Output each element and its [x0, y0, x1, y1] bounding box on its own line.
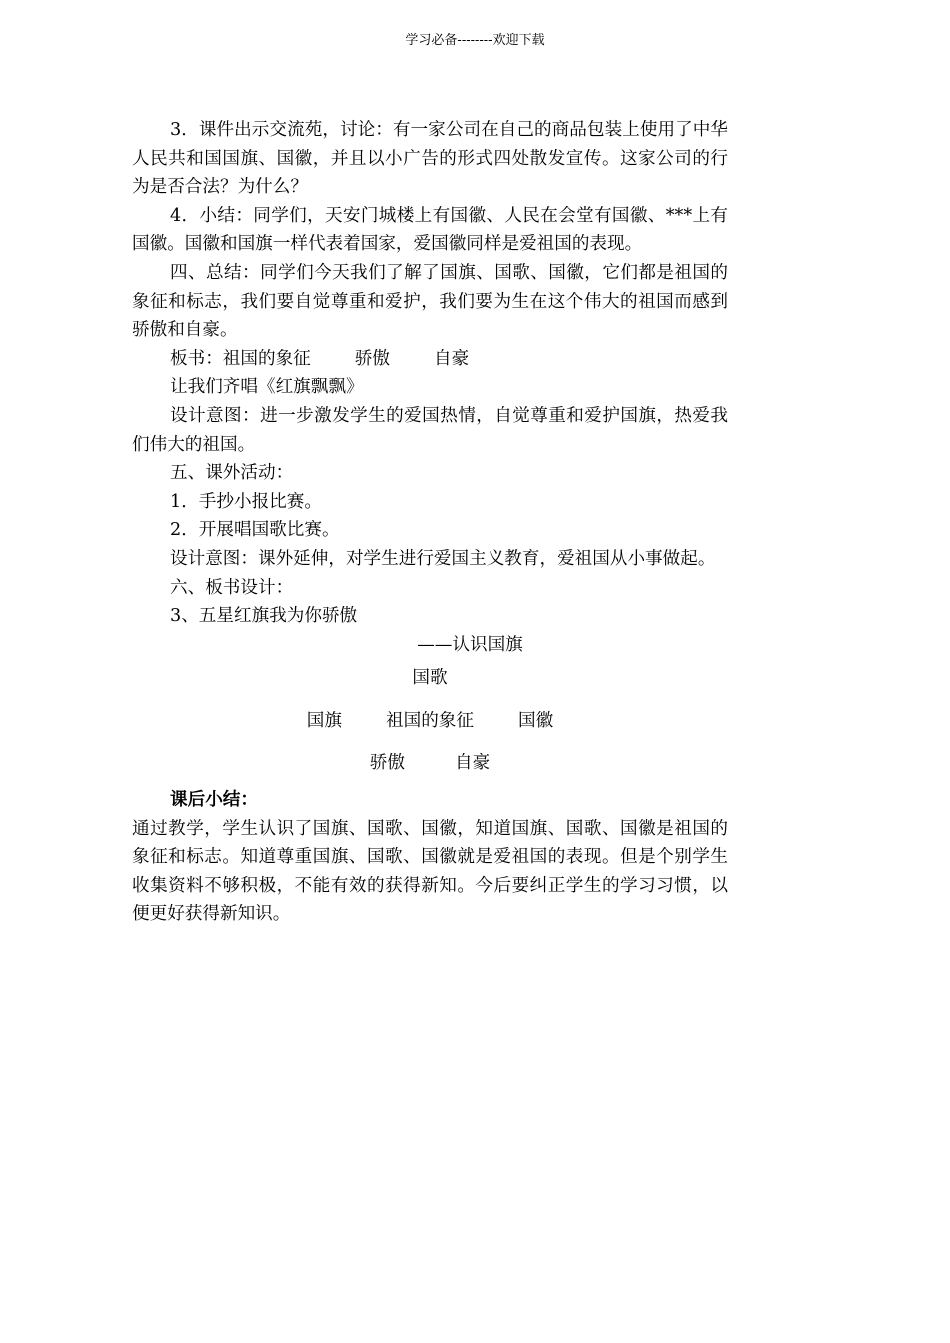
paragraph-sing: 让我们齐唱《红旗飘飘》 — [170, 377, 364, 398]
header-right-text: 欢迎下载 — [492, 33, 545, 48]
summary-body: 通过教学，学生认识了国旗、国歌、国徽，知道国旗、国歌、国徽是祖国的象征和标志。知道尊重国旗、国歌、国徽就是爱祖国的表现。但是个别学生收集资料不够积极，不能有效的获得新知。今后要纠正学生的学习习惯，以便更好获得新知识。 — [132, 818, 728, 925]
paragraph-summary-emblem: 4．小结：同学们，天安门城楼上有国徽、人民在会堂有国徽、***上有国徽。国徽和国旗一样代表着国家，爱国徽同样是爱祖国的表现。 — [132, 205, 728, 255]
paragraph-activity-1: 1．手抄小报比赛。 — [170, 491, 322, 512]
paragraph-board-design-heading: 六、板书设计： — [170, 577, 294, 598]
board-proud: 自豪 — [455, 753, 491, 774]
board-symbol: 祖国的象征 — [386, 710, 474, 731]
blackboard-symbol: 板书：祖国的象征 — [170, 348, 311, 369]
board-row-feelings — [132, 749, 728, 778]
board-subtitle: ——认识国旗 — [417, 634, 523, 655]
paragraph-discussion: 3．课件出示交流苑，讨论：有一家公司在自己的商品包装上使用了中华人民共和国国旗、国徽，并且以小广告的形式四处散发宣传。这家公司的行为是否合法？为什么？ — [132, 120, 728, 198]
summary-title: 课后小结： — [170, 789, 258, 811]
header-left-text: 学习必备 — [405, 33, 458, 48]
paragraph-lesson-title: 3、五星红旗我为你骄傲 — [170, 606, 358, 627]
board-flag: 国旗 — [306, 710, 342, 731]
paragraph-activities-heading: 五、课外活动： — [170, 463, 294, 484]
document-body — [132, 116, 728, 929]
board-row-symbols — [132, 707, 728, 736]
paragraph-design-intent-1: 设计意图：进一步激发学生的爱国热情，自觉尊重和爱护国旗，热爱我们伟大的祖国。 — [132, 405, 728, 455]
paragraph-activity-2: 2．开展唱国歌比赛。 — [170, 520, 340, 541]
page-header — [0, 31, 950, 51]
board-pride: 骄傲 — [369, 753, 405, 774]
paragraph-conclusion: 四、总结：同学们今天我们了解了国旗、国歌、国徽，它们都是祖国的象征和标志，我们要自觉尊重和爱护，我们要为生在这个伟大的祖国而感到骄傲和自豪。 — [132, 262, 728, 341]
paragraph-design-intent-2: 设计意图：课外延伸，对学生进行爱国主义教育，爱祖国从小事做起。 — [170, 548, 716, 569]
header-dashes: -------- — [457, 33, 493, 48]
board-anthem: 国歌 — [412, 668, 448, 689]
blackboard-pride: 骄傲 — [354, 348, 390, 369]
blackboard-proud: 自豪 — [433, 348, 470, 369]
board-emblem: 国徽 — [517, 710, 554, 731]
paragraph-blackboard — [132, 345, 728, 374]
